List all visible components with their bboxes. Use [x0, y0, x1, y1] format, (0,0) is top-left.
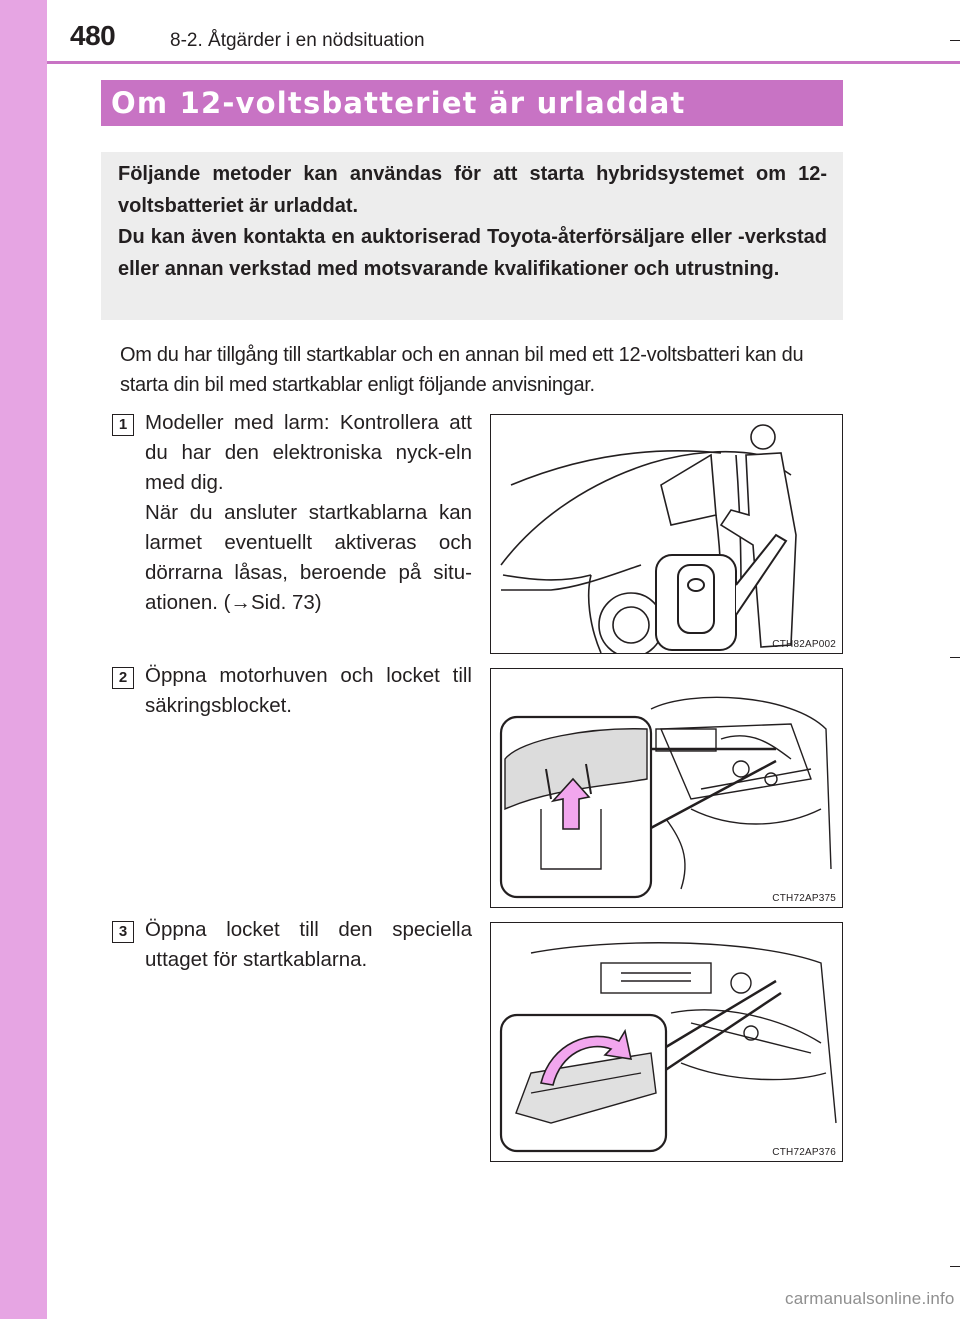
crop-mark [950, 1266, 960, 1267]
engine-bay-illustration [491, 923, 843, 1162]
intro-line-1: Följande metoder kan användas för att starta hybridsystemet om 12-voltsbatteriet är urladdat. [118, 163, 827, 217]
step-1-note [145, 498, 472, 618]
page-number: 480 [70, 20, 116, 51]
page-ref-arrow-icon: → [230, 591, 251, 614]
page-reference-link[interactable]: Sid. 73) [250, 591, 322, 614]
figure-2-fuse-box [490, 668, 843, 908]
intro-box [101, 152, 843, 320]
watermark: carmanualsonline.info [785, 1289, 955, 1308]
fuse-box-callout [501, 717, 776, 897]
step-1-text: Modeller med larm: Kontrollera att du har den elektroniska nyck-eln med dig. [145, 411, 472, 494]
jump-terminal-callout [501, 981, 781, 1151]
figure-3-jump-terminal [490, 922, 843, 1162]
crop-mark [950, 40, 960, 41]
body-paragraph: Om du har tillgång till startkablar och en annan bil med ett 12-voltsbatteri kan du starta din bil med startkablar enligt följande anvisningar. [120, 344, 804, 396]
figure-code-2: CTH72AP375 [772, 893, 836, 904]
page-title: Om 12-voltsbatteriet är urladdat [111, 86, 686, 120]
figure-code-1: CTH82AP002 [772, 639, 836, 650]
step-number-3: 3 [112, 921, 134, 943]
figure-code-3: CTH72AP376 [772, 1147, 836, 1158]
step-text-2: Öppna motorhuven och locket till säkringsblocket. [145, 664, 472, 717]
step-text-3: Öppna locket till den speciella uttaget för startkablarna. [145, 918, 472, 971]
step-number-1: 1 [112, 414, 134, 436]
figure-1-car-key [490, 414, 843, 654]
step-text-1 [145, 408, 472, 618]
step-1-note-a: När du ansluter startkablarna kan larmet eventuellt aktiveras och dörrarna låsas, beroende på situ-ationen. ( [145, 501, 472, 614]
chapter-side-strip [0, 0, 47, 1319]
intro-line-2: Du kan även kontakta en auktoriserad Toyota-återförsäljare eller -verkstad eller annan verkstad med motsvarande kvalifikationer och utrustning. [118, 226, 827, 280]
title-bar [101, 80, 843, 126]
crop-mark [950, 657, 960, 658]
section-header: 8-2. Åtgärder i en nödsituation [170, 30, 425, 51]
car-with-person-illustration [491, 415, 843, 654]
step-number-2: 2 [112, 667, 134, 689]
header-rule [47, 61, 960, 64]
engine-bay-illustration [491, 669, 843, 908]
